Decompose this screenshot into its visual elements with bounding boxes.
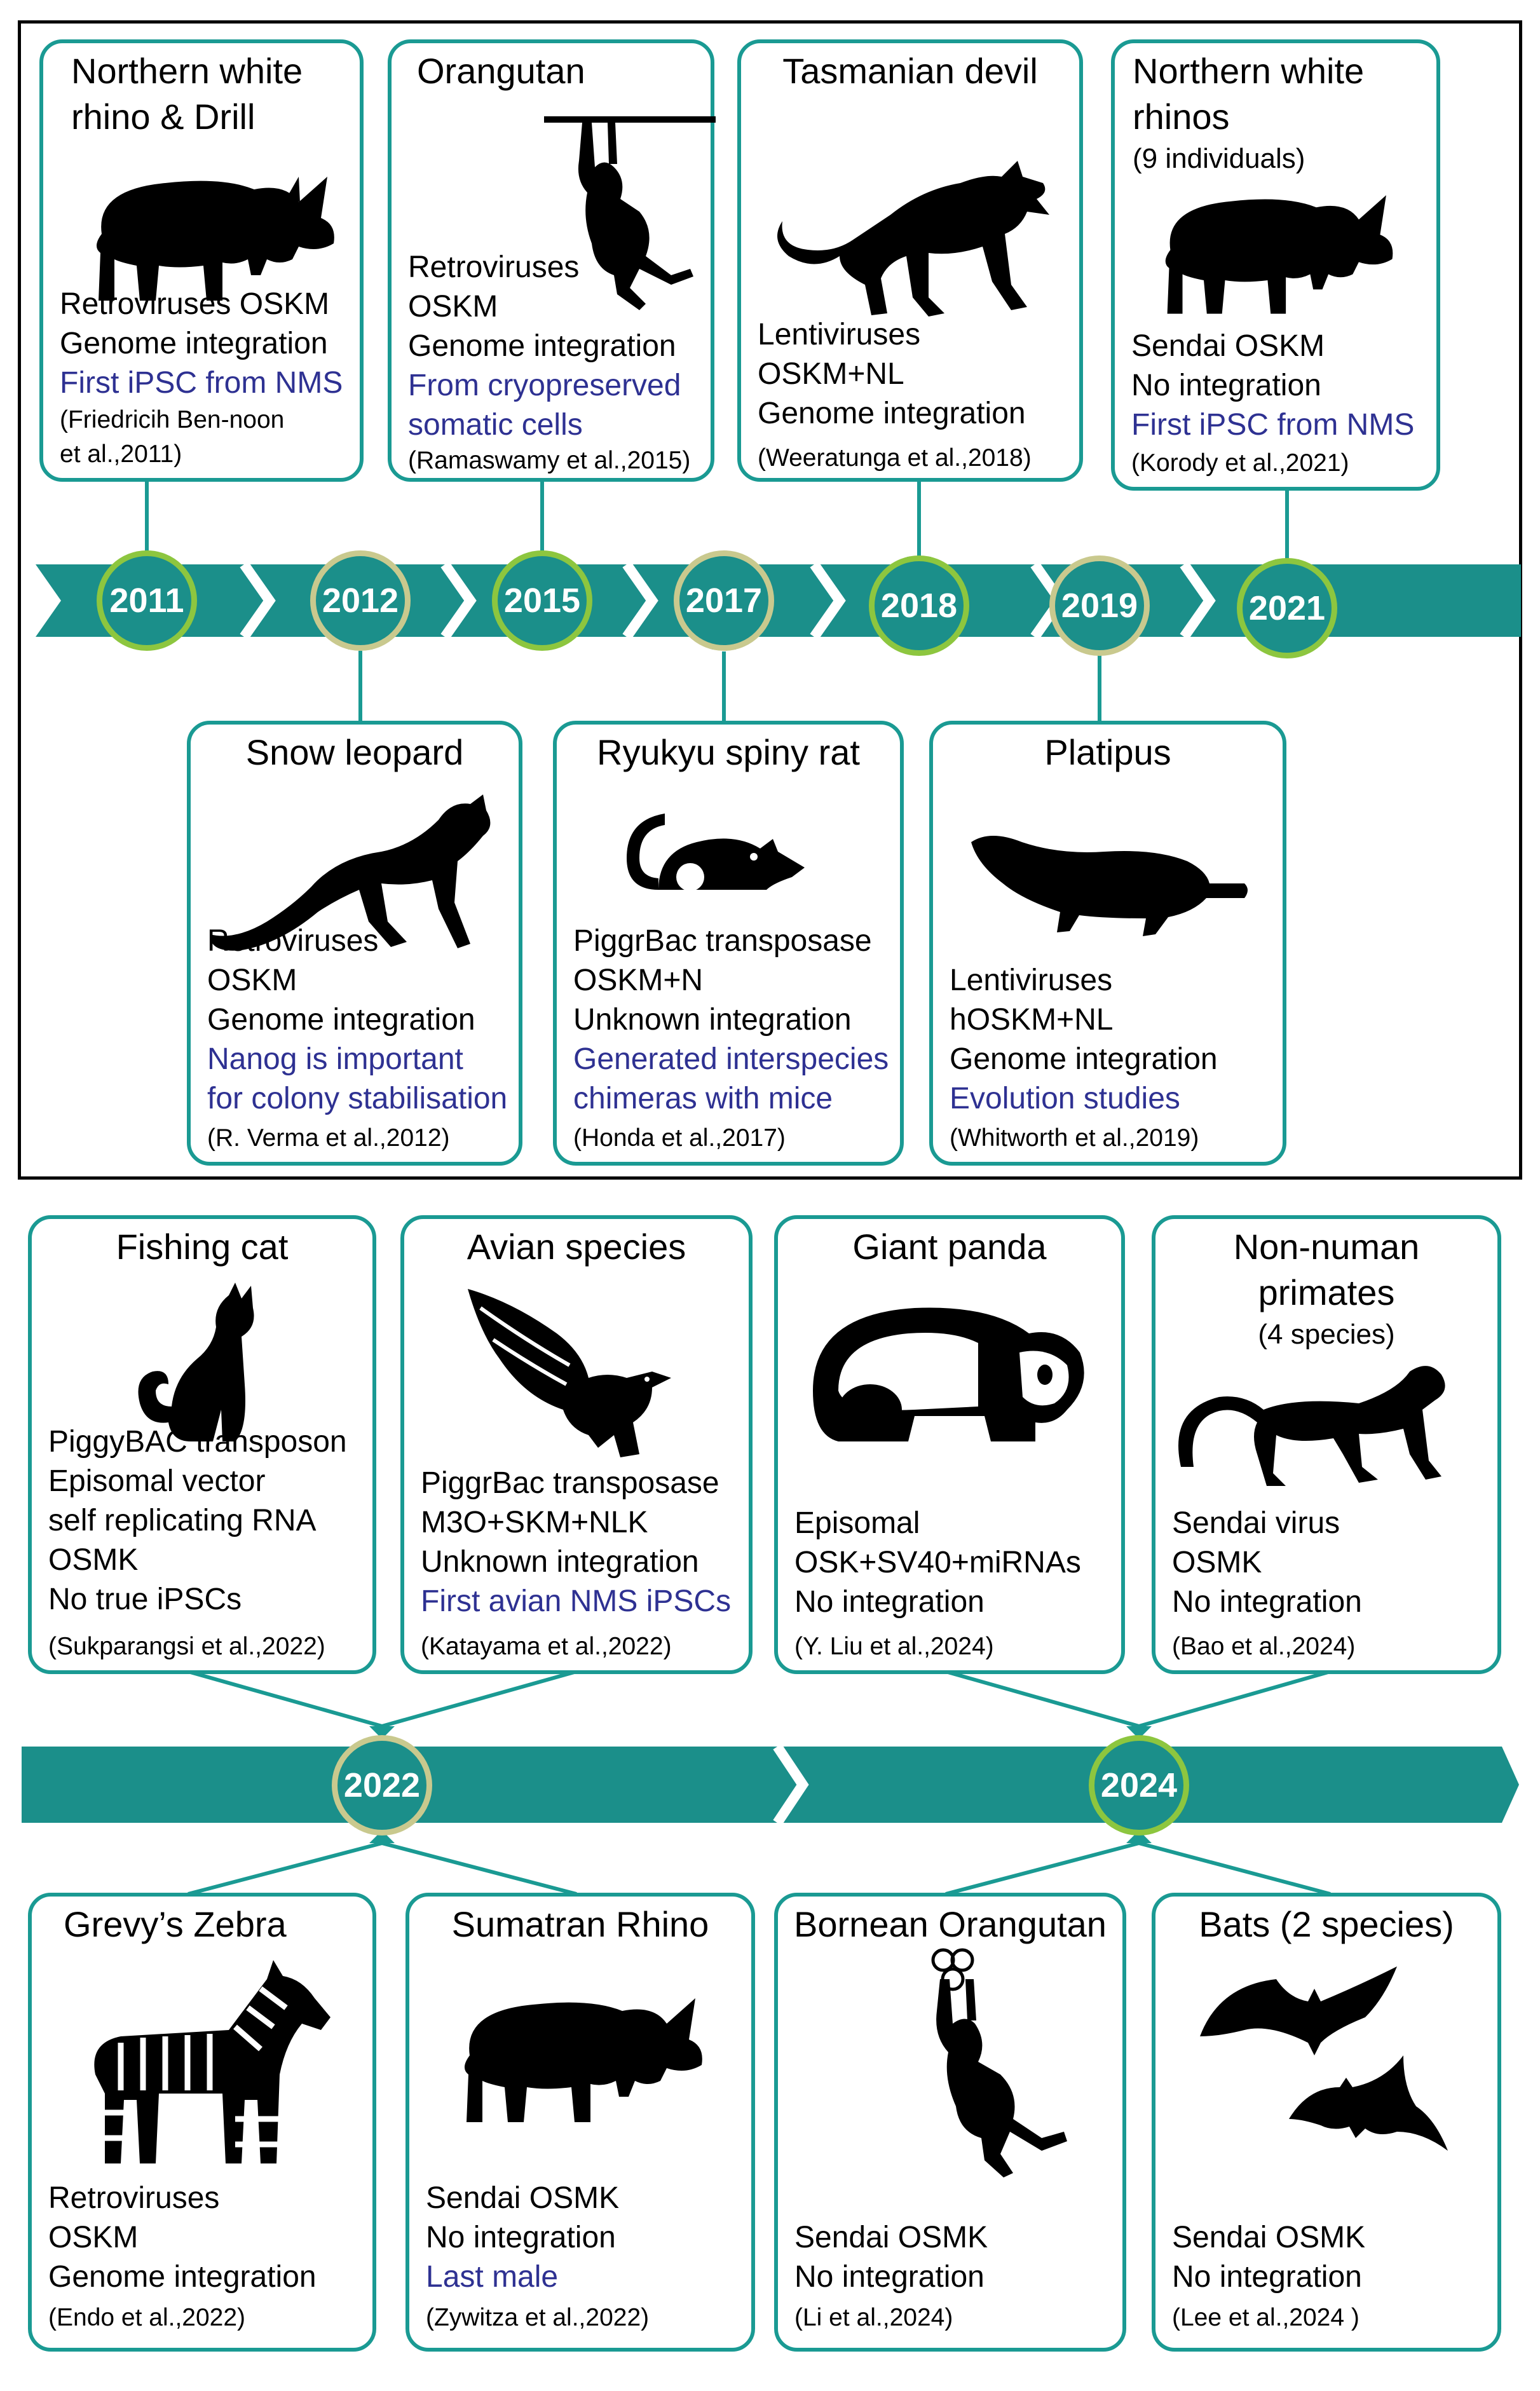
card-details: Retroviruses OSKM Genome integration From cryopreserved somatic cells <box>408 250 681 442</box>
year-node-2024: 2024 <box>1089 1735 1189 1836</box>
card-reference: (Ramaswamy et al.,2015) <box>408 447 691 474</box>
card-reference: (Friedricih Ben-noon et al.,2011) <box>60 406 285 468</box>
card-details: Retroviruses OSKM Genome integration Nanog is important for colony stabilisation <box>207 924 508 1115</box>
rhino-icon <box>441 1986 714 2132</box>
card-details: Sendai OSMK No integration <box>794 2221 988 2294</box>
panda-icon <box>800 1289 1099 1448</box>
bat-icon <box>1194 1960 1473 2170</box>
year-node-2019: 2019 <box>1049 555 1150 656</box>
card-reference: (Li et al.,2024) <box>794 2304 953 2331</box>
card-details: PiggrBac transposase M3O+SKM+NLK Unknown integration First avian NMS iPSCs <box>421 1466 732 1618</box>
card-details: PiggrBac transposase OSKM+N Unknown integration Generated interspecies chimeras with mice <box>573 924 889 1115</box>
card-title: Platipus <box>1044 732 1171 772</box>
card-details: Sendai OSMK No integration <box>1172 2221 1366 2294</box>
bottom-timeline-band <box>22 1747 1519 1823</box>
card-reference: (Korody et al.,2021) <box>1131 449 1349 477</box>
rhino-icon <box>1140 183 1407 323</box>
card-fishing-cat <box>28 1215 376 1674</box>
card-reference: (Zywitza et al.,2022) <box>426 2304 650 2331</box>
card-northern-white-rhinos <box>1111 39 1440 491</box>
card-reference: (Lee et al.,2024 ) <box>1172 2304 1359 2331</box>
card-avian-species <box>400 1215 753 1674</box>
card-details: Retroviruses OSKM Genome integration <box>48 2181 317 2294</box>
card-platipus <box>929 721 1286 1166</box>
card-reference: (Endo et al.,2022) <box>48 2304 246 2331</box>
card-title: Bats (2 species) <box>1199 1904 1454 1944</box>
card-details: PiggyBAC transposon Episomal vector self replicating RNA OSMK No true iPSCs <box>48 1425 347 1616</box>
card-non-numan-primates <box>1152 1215 1501 1674</box>
card-subtitle: (9 individuals) <box>1133 143 1305 174</box>
card-ryukyu-spiny-rat <box>553 721 904 1166</box>
card-details: Retroviruses OSKM Genome integration First iPSC from NMS <box>60 287 343 400</box>
card-reference: (Sukparangsi et al.,2022) <box>48 1633 325 1660</box>
card-reference: (Katayama et al.,2022) <box>421 1633 672 1660</box>
year-node-2017: 2017 <box>674 550 774 651</box>
card-title: Grevy’s Zebra <box>64 1904 287 1944</box>
card-title: Ryukyu spiny rat <box>597 732 860 772</box>
card-bats <box>1152 1893 1501 2352</box>
card-details: Lentiviruses hOSKM+NL Genome integration Evolution studies <box>950 964 1218 1115</box>
platypus-icon <box>965 823 1251 944</box>
year-node-2018: 2018 <box>869 555 969 656</box>
card-title: Sumatran Rhino <box>451 1904 709 1944</box>
card-details: Sendai OSKM No integration First iPSC from NMS <box>1131 329 1415 442</box>
tasmanian-devil-icon <box>770 145 1062 329</box>
card-grevys-zebra <box>28 1893 376 2352</box>
card-details: Sendai virus OSMK No integration <box>1172 1506 1362 1619</box>
card-title: Bornean Orangutan <box>794 1904 1107 1944</box>
year-node-2012: 2012 <box>310 550 411 651</box>
card-bornean-orangutan <box>774 1893 1126 2352</box>
rat-icon <box>620 794 811 909</box>
card-tasmanian-devil <box>737 39 1083 482</box>
zebra-icon <box>83 1954 337 2170</box>
card-title: Fishing cat <box>116 1227 289 1267</box>
card-details: Lentiviruses OSKM+NL Genome integration <box>758 318 1026 430</box>
card-reference: (Bao et al.,2024) <box>1172 1633 1356 1660</box>
card-giant-panda <box>774 1215 1125 1674</box>
card-title: Northern white rhinos <box>1133 51 1365 137</box>
card-reference: (Weeratunga et al.,2018) <box>758 444 1032 472</box>
card-subtitle: (4 species) <box>1258 1319 1395 1350</box>
card-reference: (Honda et al.,2017) <box>573 1124 786 1152</box>
card-title: Orangutan <box>417 51 585 91</box>
year-node-2021: 2021 <box>1237 558 1337 658</box>
card-title: Snow leopard <box>245 732 464 772</box>
card-title: Giant panda <box>852 1227 1047 1267</box>
orangutan-icon <box>905 1941 1096 2183</box>
eagle-icon <box>461 1283 703 1467</box>
card-title: Non-numan primates <box>1233 1227 1420 1312</box>
card-snow-leopard <box>187 721 522 1166</box>
card-title: Avian species <box>467 1227 686 1267</box>
card-sumatran-rhino <box>405 1893 755 2352</box>
card-northern-white-rhino-drill <box>39 39 364 482</box>
year-node-2015: 2015 <box>492 550 592 651</box>
year-node-2011: 2011 <box>97 550 197 651</box>
monkey-icon <box>1168 1359 1467 1499</box>
card-reference: (R. Verma et al.,2012) <box>207 1124 450 1152</box>
card-orangutan <box>388 39 714 482</box>
card-title: Northern white rhino & Drill <box>71 51 303 137</box>
card-details: Episomal OSK+SV40+miRNAs No integration <box>794 1506 1081 1619</box>
card-reference: (Y. Liu et al.,2024) <box>794 1633 994 1660</box>
year-node-2022: 2022 <box>332 1735 432 1836</box>
card-title: Tasmanian devil <box>782 51 1038 91</box>
card-reference: (Whitworth et al.,2019) <box>950 1124 1199 1152</box>
card-details: Sendai OSMK No integration Last male <box>426 2181 620 2294</box>
